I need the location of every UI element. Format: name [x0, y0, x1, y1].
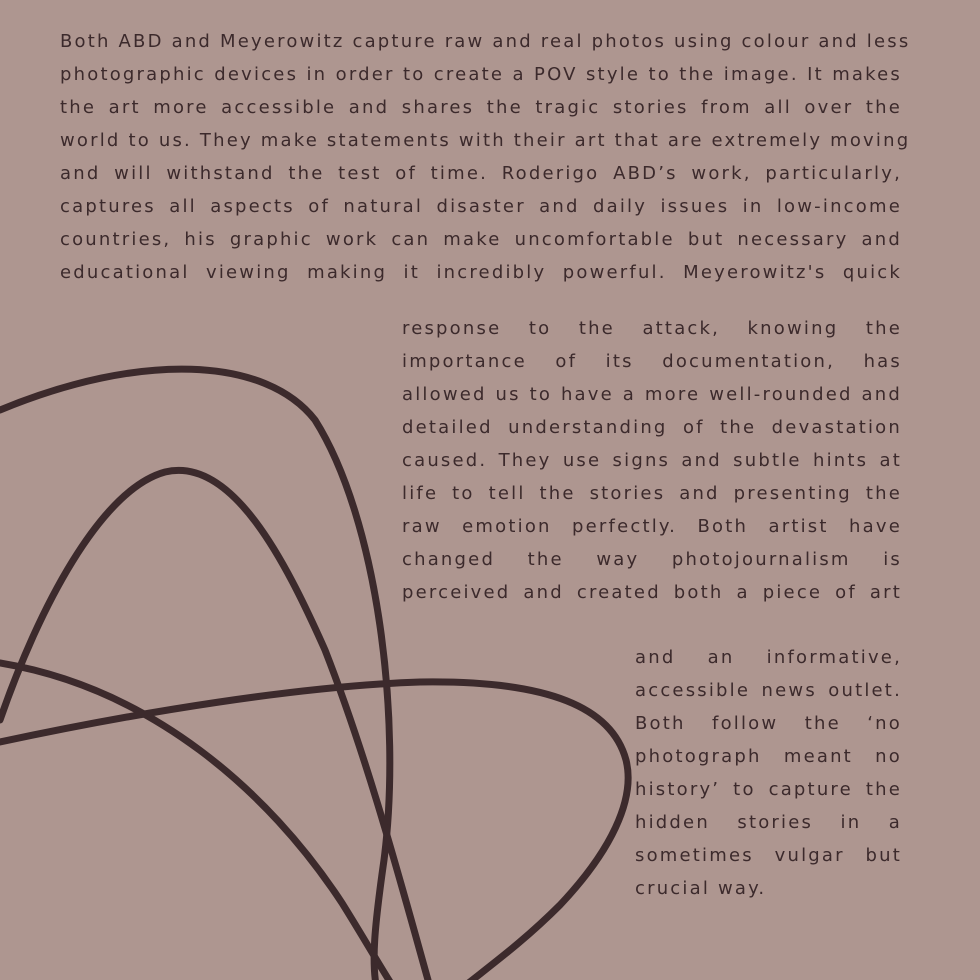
essay-line: and will withstand the test of time. Roderigo ABD’s work, particularly,	[60, 163, 902, 184]
essay-line: raw emotion perfectly. Both artist have	[402, 516, 902, 537]
essay-line: captures all aspects of natural disaster and daily issues in low-income	[60, 196, 902, 217]
essay-line: and an informative,	[635, 647, 902, 668]
essay-line: countries, his graphic work can make uncomfortable but necessary and	[60, 229, 902, 250]
essay-line: world to us. They make statements with their art that are extremely moving	[60, 130, 911, 151]
essay-line: perceived and created both a piece of art	[402, 582, 902, 603]
essay-line: hidden stories in a	[635, 812, 902, 833]
essay-line: crucial way.	[635, 878, 767, 899]
essay-line: Both follow the ‘no	[635, 713, 902, 734]
essay-line: educational viewing making it incredibly powerful. Meyerowitz's quick	[60, 262, 902, 283]
essay-line: history’ to capture the	[635, 779, 902, 800]
essay-line: caused. They use signs and subtle hints at	[402, 450, 902, 471]
essay-block-1	[60, 25, 911, 289]
essay-line: sometimes vulgar but	[635, 845, 902, 866]
essay-line: response to the attack, knowing the	[402, 318, 902, 339]
lower-sweep-curve	[0, 663, 392, 980]
loop-curve	[0, 682, 628, 980]
essay-line: importance of its documentation, has	[402, 351, 902, 372]
essay-block-2	[402, 312, 902, 609]
essay-line: the art more accessible and shares the tragic stories from all over the	[60, 97, 902, 118]
essay-line: detailed understanding of the devastation	[402, 417, 902, 438]
essay-line: changed the way photojournalism is	[402, 549, 902, 570]
essay-line: life to tell the stories and presenting the	[402, 483, 902, 504]
essay-line: photographic devices in order to create a POV style to the image. It makes	[60, 64, 902, 85]
essay-block-3	[635, 641, 902, 905]
essay-line: Both ABD and Meyerowitz capture raw and real photos using colour and less	[60, 31, 911, 52]
essay-line: accessible news outlet.	[635, 680, 902, 701]
essay-line: allowed us to have a more well-rounded and	[402, 384, 902, 405]
essay-line: photograph meant no	[635, 746, 902, 767]
